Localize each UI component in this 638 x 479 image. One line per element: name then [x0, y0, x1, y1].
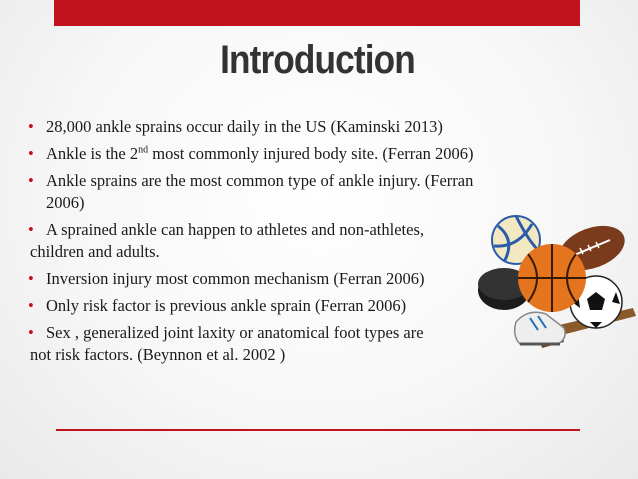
bullet-dot: •: [28, 269, 34, 288]
bullet-dot: •: [28, 296, 34, 315]
bottom-accent-line: [56, 429, 580, 431]
bullet-dot: •: [28, 323, 34, 342]
bullet-text: A sprained ankle can happen to athletes and non-athletes,: [46, 220, 424, 239]
bullet-item: [28, 143, 508, 165]
bullet-dot: •: [28, 144, 34, 163]
slide-title: Introduction: [220, 38, 415, 82]
bullet-text: most commonly injured body site. (Ferran 2006): [148, 144, 474, 163]
bullet-item: [28, 268, 508, 290]
bullet-text: Inversion injury most common mechanism (Ferran 2006): [46, 269, 425, 288]
bullet-dot: •: [28, 220, 34, 239]
bullet-dot: •: [28, 117, 34, 136]
bullet-item: [28, 219, 508, 241]
bullet-item: [28, 295, 508, 317]
ordinal-suffix: nd: [138, 144, 149, 156]
bullet-dot: •: [28, 171, 34, 190]
bullet-continuation: not risk factors. (Beynnon et al. 2002 ): [30, 345, 286, 364]
bullet-text: Sex , generalized joint laxity or anatomical foot types are: [46, 323, 424, 342]
bullet-continuation: children and adults.: [30, 242, 160, 261]
bullet-text: Ankle is the 2: [46, 144, 139, 163]
sports-balls-icon: [468, 210, 638, 365]
top-accent-bar: [54, 0, 580, 26]
bullet-text: Only risk factor is previous ankle sprain (Ferran 2006): [46, 296, 407, 315]
bullet-item: [28, 116, 508, 138]
bullet-text: Ankle sprains are the most common type of ankle injury. (Ferran 2006): [46, 171, 474, 212]
bullet-text: 28,000 ankle sprains occur daily in the US (Kaminski 2013): [46, 117, 443, 136]
bullet-item: [28, 170, 508, 214]
bullet-list: [28, 116, 508, 371]
bullet-item: [28, 322, 508, 344]
